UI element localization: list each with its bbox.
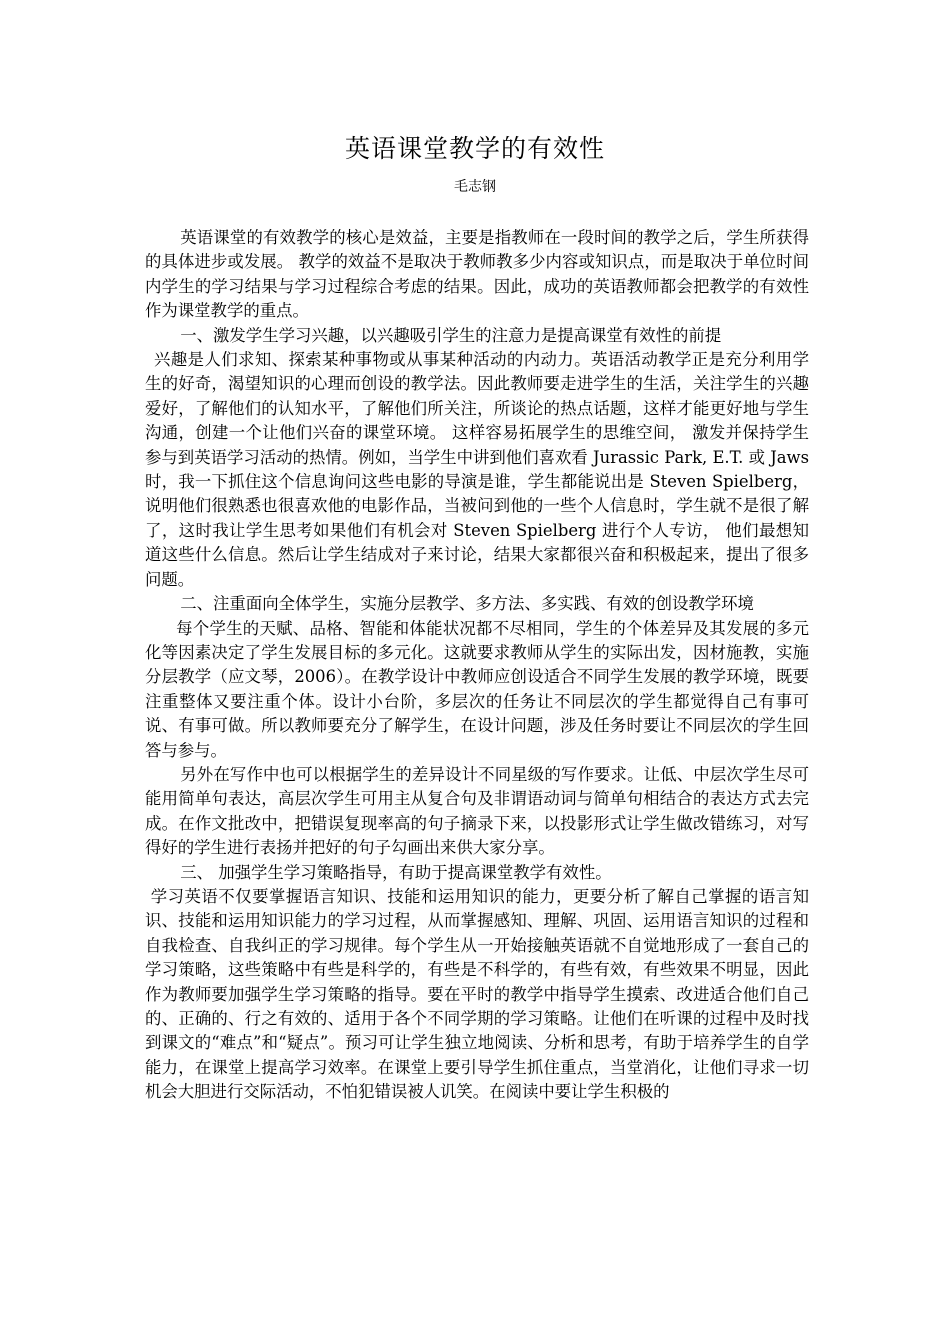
document-title: 英语课堂教学的有效性: [344, 134, 605, 163]
paragraph-section-2b: 另外在写作中也可以根据学生的差异设计不同星级的写作要求。让低、中层次学生尽可能用简单句表达，高层次学生可用主从复合句及非谓语动词与简单句相结合的表达方式去完成。在作文批改中，把错误复现率高的句子摘录下来，以投影形式让学生做改错练习，对写得好的学生进行表扬并把好的句子勾画出来供大家分享。: [145, 764, 809, 858]
section-heading-3: 三、 加强学生学习策略指导，有助于提高课堂教学有效性。: [180, 862, 612, 882]
paragraph-section-2a: 每个学生的天赋、品格、智能和体能状况都不尽相同，学生的个体差异及其发展的多元化等因素决定了学生发展目标的多元化。这就要求教师从学生的实际出发，因材施教，实施分层教学（应文琴，2006）。在教学设计中教师应创设适合不同学生发展的教学环境，既要注重整体又要注重个体。设计小台阶，多层次的任务让不同层次的学生都觉得自己有事可说、有事可做。所以教师要充分了解学生，在设计问题，涉及任务时要让不同层次的学生回答与参与。: [145, 618, 809, 760]
paragraph-intro: 英语课堂的有效教学的核心是效益，主要是指教师在一段时间的教学之后，学生所获得的具体进步或发展。 教学的效益不是取决于教师教多少内容或知识点，而是取决于单位时间内学生的学习结果与学习过程综合考虑的结果。因此，成功的英语教师都会把教学的有效性作为课堂教学的重点。: [145, 228, 809, 321]
section-heading-2: 二、注重面向全体学生，实施分层教学、多方法、多实践、有效的创设教学环境: [180, 594, 754, 614]
paragraph-section-3: 学习英语不仅要掌握语言知识、技能和运用知识的能力，更要分析了解自己掌握的语言知识、技能和运用知识能力的学习过程，从而掌握感知、理解、巩固、运用语言知识的过程和自我检查、自我纠正的学习规律。每个学生从一开始接触英语就不自觉地形成了一套自己的学习策略，这些策略中有些是科学的，有些是不科学的，有些有效，有些效果不明显，因此作为教师要加强学生学习策略的指导。要在平时的教学中指导学生摸索、改进适合他们自己的、正确的、行之有效的、适用于各个不同学期的学习策略。让他们在听课的过程中及时找到课文的“难点”和“疑点”。预习可让学生独立地阅读、分析和思考，有助于培养学生的自学能力，在课堂上提高学习效率。在课堂上要引导学生抓住重点，当堂消化，让他们寻求一切机会大胆进行交际活动，不怕犯错误被人讥笑。在阅读中要让学生积极的: [145, 886, 809, 1102]
paragraph-section-1: 兴趣是人们求知、探索某种事物或从事某种活动的内动力。英语活动教学正是充分利用学生的好奇，渴望知识的心理而创设的教学法。因此教师要走进学生的生活，关注学生的兴趣爱好，了解他们的认知水平，了解他们所关注，所谈论的热点话题，这样才能更好地与学生沟通，创建一个让他们兴奋的课堂环境。 这样容易拓展学生的思维空间， 激发并保持学生参与到英语学习活动的热情。例如，当学生中讲到他们喜欢看 Jurassic Park, E.T. 或 Jaws 时，我一下抓住这个信息询问这些电影的导演是谁，学生都能说出是 Steven Spielberg，说明他们很熟悉也很喜欢他的电影作品，当被问到他的一些个人信息时，学生就不是很了解了，这时我让学生思考如果他们有机会对 Steven Spielberg 进行个人专访， 他们最想知道这些什么信息。然后让学生结成对子来讨论，结果大家都很兴奋和积极起来，提出了很多问题。: [145, 350, 809, 589]
document-body: [145, 226, 809, 1105]
section-heading-1: 一、激发学生学习兴趣，以兴趣吸引学生的注意力是提高课堂有效性的前提: [180, 325, 722, 345]
document-author: 毛志钢: [454, 179, 496, 195]
